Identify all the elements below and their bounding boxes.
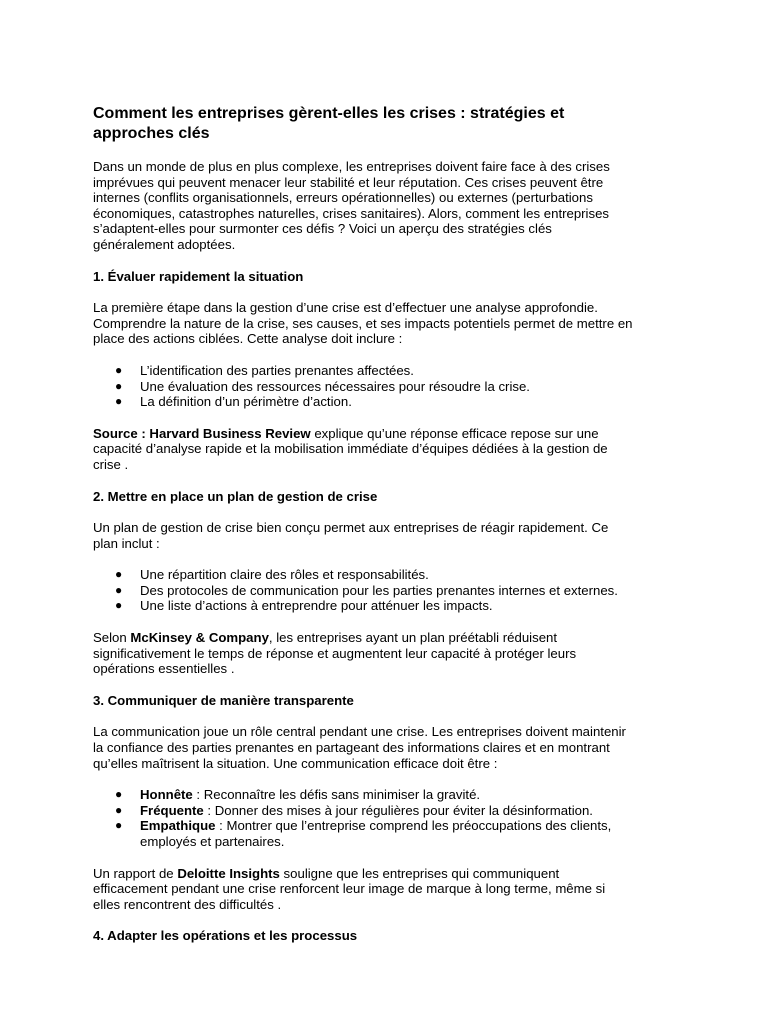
source-text: explique qu’une réponse efficace repose sur une capacité d’analyse rapide et la mobilisation immédiate d’équipes dédiées à la gestion de crise .	[93, 425, 608, 472]
source-text: souligne que les entreprises qui communiquent efficacement pendant une crise renforcent leur image de marque à long terme, même si elles rencontrent des difficultés .	[93, 865, 606, 912]
list-item-text: : Reconnaître les défis sans minimiser la gravité.	[192, 787, 481, 803]
list-item-text: Des protocoles de communication pour les parties prenantes internes et externes.	[140, 582, 618, 598]
list-item	[93, 598, 693, 614]
bullet-icon: ●	[115, 378, 123, 393]
list-item-text: Une liste d’actions à entreprendre pour atténuer les impacts.	[140, 598, 493, 614]
bullet-icon: ●	[115, 362, 123, 377]
bullet-icon: ●	[115, 818, 123, 833]
list-item-text: La définition d’un périmètre d’action.	[140, 394, 352, 410]
section-4-heading: 4. Adapter les opérations et les processus	[93, 928, 358, 944]
source-name: Source : Harvard Business Review	[93, 425, 311, 441]
section-2-paragraph: Un plan de gestion de crise bien conçu permet aux entreprises de réagir rapidement. Ce plan inclut :	[93, 520, 609, 551]
section-2-source	[93, 630, 693, 677]
section-2-heading: 2. Mettre en place un plan de gestion de crise	[93, 488, 378, 504]
list-item	[93, 379, 693, 395]
section-1-paragraph: La première étape dans la gestion d’une crise est d’effectuer une analyse approfondie. Comprendre la nature de la crise, ses causes, et ses impacts potentiels permet de mettre en place des actions ciblées. Cette analyse doit inclure :	[93, 300, 633, 347]
section-3-list	[93, 787, 693, 849]
bullet-icon: ●	[115, 802, 123, 817]
source-text: , les entreprises ayant un plan préétabli réduisent significativement le temps de réponse et augmentent leur capacité à protéger leurs opérations essentielles .	[93, 630, 577, 677]
list-item-text: : Montrer que l’entreprise comprend les préoccupations des clients, employés et partenaires.	[140, 818, 612, 849]
section-3-paragraph: La communication joue un rôle central pendant une crise. Les entreprises doivent maintenir la confiance des parties prenantes en partageant des informations claires et en montrant qu’elles maîtrisent la situation. Une communication efficace doit être :	[93, 724, 626, 771]
list-item	[93, 583, 693, 599]
source-name: McKinsey & Company	[130, 630, 269, 646]
bullet-icon: ●	[115, 582, 123, 597]
list-item-term: Honnête	[140, 787, 193, 803]
section-3-source	[93, 866, 693, 913]
list-item	[93, 818, 693, 849]
section-1-source	[93, 426, 693, 473]
source-prefix: Selon	[93, 630, 131, 646]
section-2-list	[93, 567, 693, 614]
list-item-text: Une répartition claire des rôles et responsabilités.	[140, 567, 429, 583]
list-item-term: Fréquente	[140, 802, 204, 818]
list-item	[93, 803, 693, 819]
section-1-list	[93, 363, 693, 410]
list-item-text: L’identification des parties prenantes affectées.	[140, 362, 414, 378]
bullet-icon: ●	[115, 598, 123, 613]
list-item	[93, 787, 693, 803]
list-item-text: Une évaluation des ressources nécessaires pour résoudre la crise.	[140, 378, 530, 394]
list-item-term: Empathique	[140, 818, 216, 834]
list-item-text: : Donner des mises à jour régulières pour éviter la désinformation.	[203, 802, 593, 818]
document-title: Comment les entreprises gèrent-elles les crises : stratégies et approches clés	[93, 105, 565, 142]
list-item	[93, 567, 693, 583]
source-prefix: Un rapport de	[93, 865, 178, 881]
bullet-icon: ●	[115, 787, 123, 802]
document-content	[93, 104, 693, 960]
list-item	[93, 363, 693, 379]
bullet-icon: ●	[115, 394, 123, 409]
bullet-icon: ●	[115, 567, 123, 582]
section-3-heading: 3. Communiquer de manière transparente	[93, 692, 354, 708]
intro-paragraph: Dans un monde de plus en plus complexe, les entreprises doivent faire face à des crises imprévues qui peuvent menacer leur stabilité et leur réputation. Ces crises peuvent être internes (conflits organisationnels, erreurs opérationnelles) ou externes (perturbations économiques, catastrophes naturelles, crises sanitaires). Alors, comment les entreprises s’adaptent-elles pour surmonter ces défis ? Voici un aperçu des stratégies clés généralement adoptées.	[93, 159, 610, 252]
section-1-heading: 1. Évaluer rapidement la situation	[93, 268, 304, 284]
source-name: Deloitte Insights	[177, 865, 280, 881]
list-item	[93, 394, 693, 410]
